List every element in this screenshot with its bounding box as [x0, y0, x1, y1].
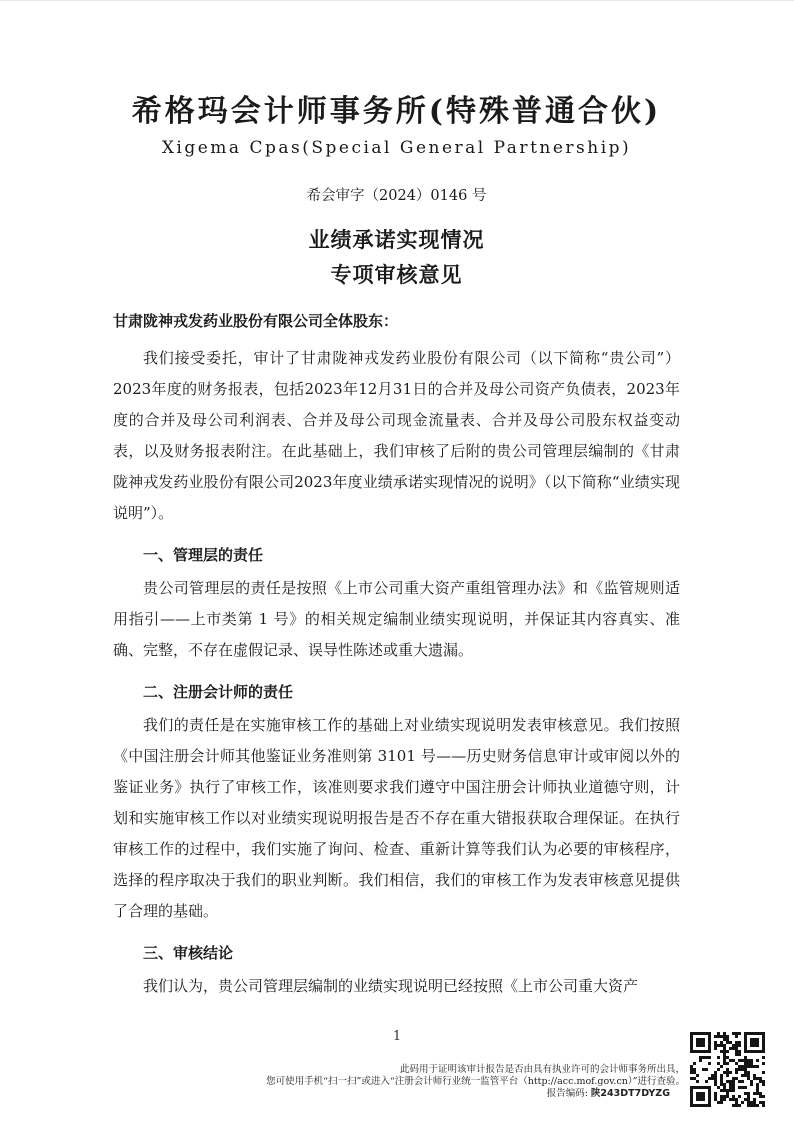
report-code-label: 报告编码: [546, 1088, 588, 1099]
report-title [113, 223, 680, 293]
footer-note-line2: 您可使用手机“扫一扫”或进入“注册会计师行业统一监管平台（http://acc.mof.gov.cn）”进行查验。 [266, 1076, 685, 1087]
section-heading-management-responsibility: 一、管理层的责任 [143, 546, 264, 564]
salutation: 甘肃陇神戎发药业股份有限公司全体股东： [113, 312, 399, 330]
report-title-line2: 专项审核意见 [330, 263, 463, 287]
report-title-line1: 业绩承诺实现情况 [308, 228, 485, 252]
section-body-management-responsibility: 贵公司管理层的责任是按照《上市公司重大资产重组管理办法》和《监管规则适用指引——上市类第 1 号》的相关规定编制业绩实现说明，并保证其内容真实、准确、完整，不存在虚假记录、误导性陈述或重大遗漏。 [113, 579, 680, 659]
section-body-audit-conclusion: 我们认为，贵公司管理层编制的业绩实现说明已经按照《上市公司重大资产 [143, 977, 639, 995]
section-heading-audit-conclusion: 三、审核结论 [143, 944, 234, 962]
page-number: 1 [392, 1029, 402, 1044]
footer-verification-note [215, 1064, 685, 1100]
report-code-line [215, 1088, 670, 1100]
report-code: 陕243DT7DYZG [590, 1088, 670, 1099]
doc-number: 希会审字（2024）0146 号 [306, 188, 487, 204]
footer-note-line1: 此码用于证明该审计报告是否由具有执业许可的会计师事务所出具， [399, 1064, 685, 1075]
intro-paragraph: 我们接受委托，审计了甘肃陇神戎发药业股份有限公司（以下简称“贵公司”）2023年度的财务报表，包括2023年12月31日的合并及母公司资产负债表，2023年度的合并及母公司利润表、合并及母公司现金流量表、合并及母公司股东权益变动表，以及财务报表附注。在此基础上，我们审核了后附的贵公司管理层编制的《甘肃陇神戎发药业股份有限公司2023年度业绩承诺实现情况的说明》（以下简称“业绩实现说明”）。 [113, 349, 680, 522]
firm-name-cn: 希格玛会计师事务所(特殊普通合伙) [131, 94, 662, 129]
qr-code-icon [690, 1032, 765, 1107]
section-heading-cpa-responsibility: 二、注册会计师的责任 [143, 683, 294, 701]
section-body-cpa-responsibility: 我们的责任是在实施审核工作的基础上对业绩实现说明发表审核意见。我们按照《中国注册会计师其他鉴证业务准则第 3101 号——历史财务信息审计或审阅以外的鉴证业务》执行了审核工作，该准则要求我们遵守中国注册会计师执业道德守则，计划和实施审核工作以对业绩实现说明报告是否不存在重大错报获取合理保证。在执行审核工作的过程中，我们实施了询问、检查、重新计算等我们认为必要的审核程序，选择的程序取决于我们的职业判断。我们相信，我们的审核工作为发表审核意见提供了合理的基础。 [113, 716, 680, 920]
firm-name-en: Xigema Cpas(Special General Partnership) [161, 138, 632, 158]
